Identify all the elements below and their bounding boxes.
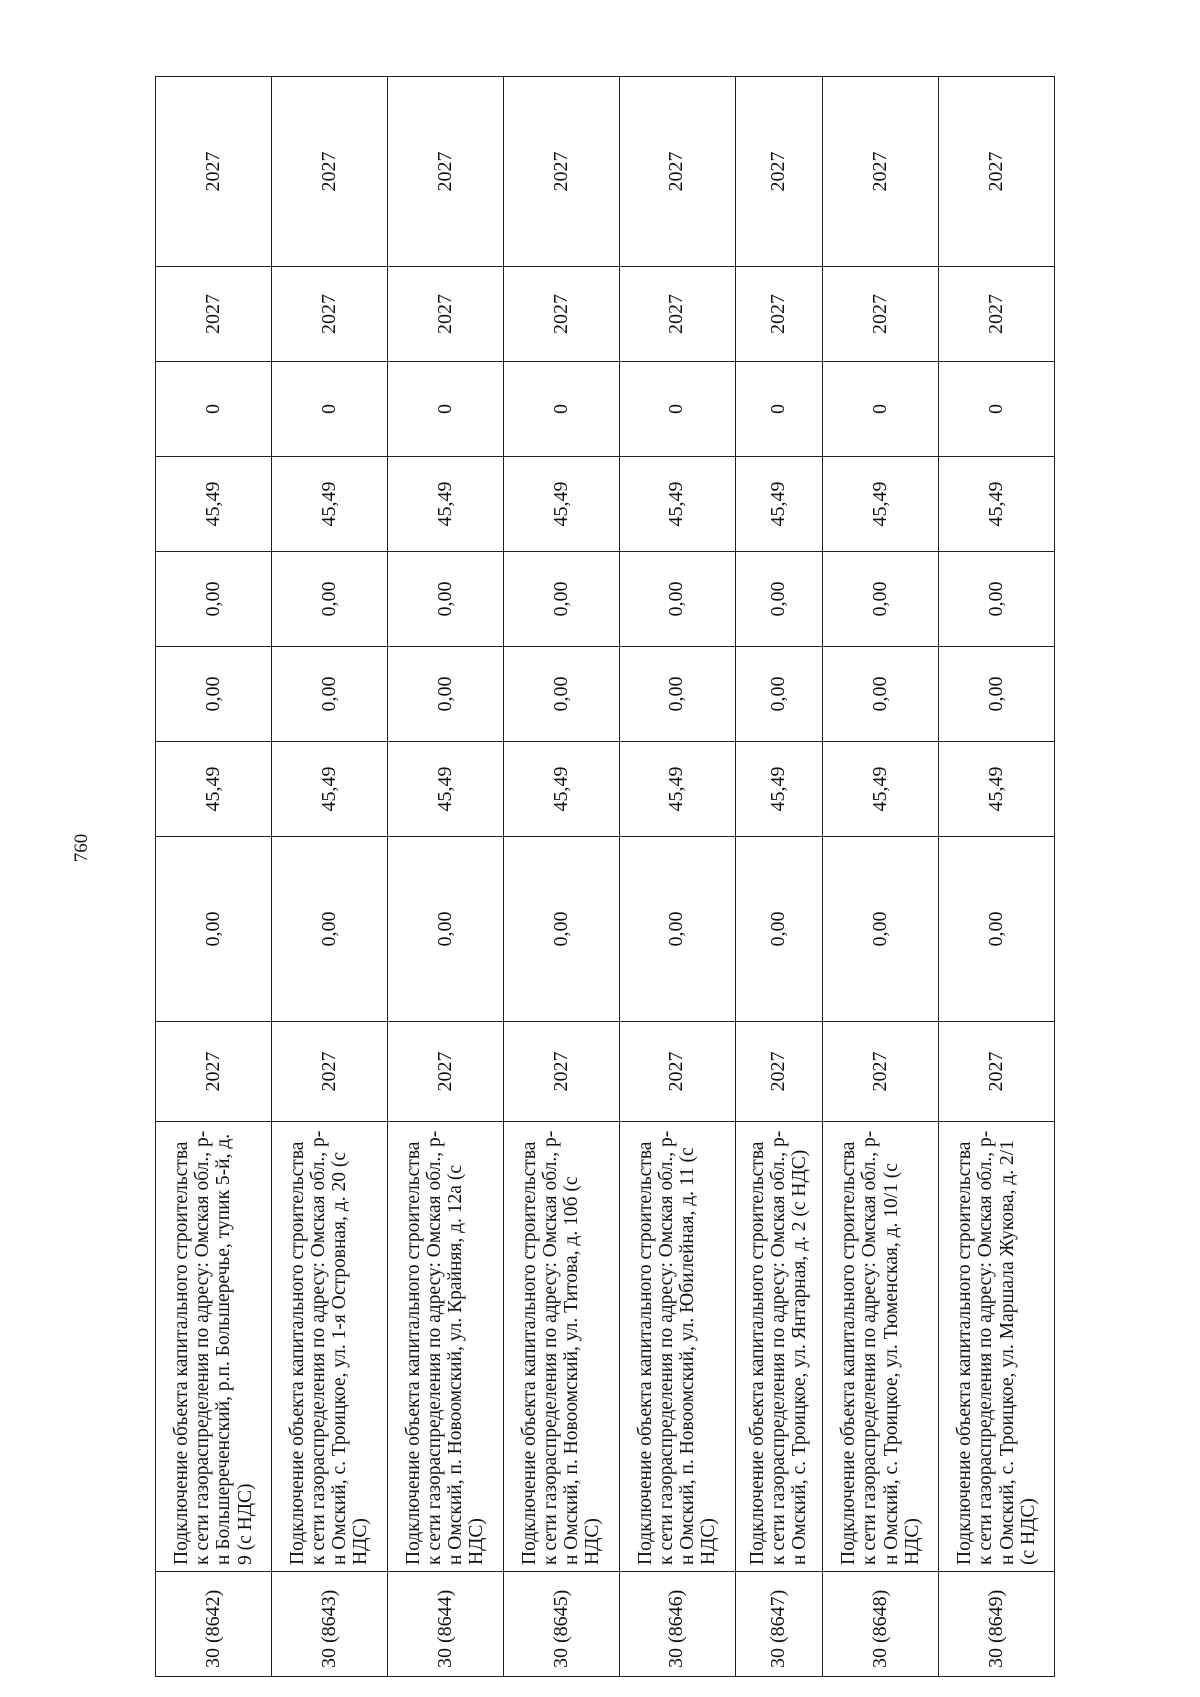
- row-value-6: 0: [619, 362, 735, 457]
- row-value-2: 45,49: [387, 742, 503, 837]
- row-value-4: 0,00: [939, 552, 1055, 647]
- row-value-6: 0: [156, 362, 272, 457]
- table-row: [271, 77, 387, 1677]
- row-year-start: 2027: [823, 267, 939, 362]
- row-value-1: 0,00: [387, 837, 503, 1022]
- row-id: 30 (8643): [271, 1572, 387, 1677]
- row-value-5: 45,49: [735, 457, 822, 552]
- row-value-5: 45,49: [503, 457, 619, 552]
- row-value-6: 0: [503, 362, 619, 457]
- row-value-3: 0,00: [939, 647, 1055, 742]
- row-year-end: 2027: [271, 77, 387, 267]
- row-value-6: 0: [735, 362, 822, 457]
- row-value-6: 0: [823, 362, 939, 457]
- row-year-start: 2027: [387, 267, 503, 362]
- row-id: 30 (8648): [823, 1572, 939, 1677]
- row-id: 30 (8644): [387, 1572, 503, 1677]
- row-value-6: 0: [271, 362, 387, 457]
- row-year-start: 2027: [156, 267, 272, 362]
- row-year: 2027: [939, 1022, 1055, 1122]
- row-description: Подключение объекта капитального строительства к сети газораспределения по адресу: Омская обл., р-н Омский, с. Троицкое, ул. 1-я Островная, д. 20 (с НДС): [271, 1122, 387, 1572]
- row-value-1: 0,00: [503, 837, 619, 1022]
- row-value-2: 45,49: [735, 742, 822, 837]
- row-value-1: 0,00: [271, 837, 387, 1022]
- row-year: 2027: [156, 1022, 272, 1122]
- row-year-end: 2027: [939, 77, 1055, 267]
- row-value-2: 45,49: [823, 742, 939, 837]
- row-value-2: 45,49: [271, 742, 387, 837]
- row-value-1: 0,00: [735, 837, 822, 1022]
- table-row: [156, 77, 272, 1677]
- row-year-start: 2027: [939, 267, 1055, 362]
- row-description: Подключение объекта капитального строительства к сети газораспределения по адресу: Омская обл., р-н Омский, с. Троицкое, ул. Янтарная, д. 2 (с НДС): [735, 1122, 822, 1572]
- row-value-2: 45,49: [156, 742, 272, 837]
- row-value-3: 0,00: [387, 647, 503, 742]
- row-value-4: 0,00: [271, 552, 387, 647]
- row-year-end: 2027: [619, 77, 735, 267]
- table-body: [156, 77, 1055, 1677]
- row-value-5: 45,49: [156, 457, 272, 552]
- row-description: Подключение объекта капитального строительства к сети газораспределения по адресу: Омская обл., р-н Омский, с. Троицкое, ул. Маршала Жукова, д. 2/1 (с НДС): [939, 1122, 1055, 1572]
- row-value-1: 0,00: [156, 837, 272, 1022]
- table-row: [503, 77, 619, 1677]
- row-value-4: 0,00: [823, 552, 939, 647]
- row-year-start: 2027: [271, 267, 387, 362]
- row-id: 30 (8649): [939, 1572, 1055, 1677]
- row-year-start: 2027: [503, 267, 619, 362]
- row-value-5: 45,49: [619, 457, 735, 552]
- row-id: 30 (8646): [619, 1572, 735, 1677]
- row-year-start: 2027: [735, 267, 822, 362]
- table-row: [939, 77, 1055, 1677]
- row-year: 2027: [823, 1022, 939, 1122]
- row-year-start: 2027: [619, 267, 735, 362]
- table-row: [823, 77, 939, 1677]
- row-value-6: 0: [387, 362, 503, 457]
- row-id: 30 (8647): [735, 1572, 822, 1677]
- row-value-4: 0,00: [735, 552, 822, 647]
- row-description: Подключение объекта капитального строительства к сети газораспределения по адресу: Омская обл., р-н Омский, с. Троицкое, ул. Тюменская, д. 10/1 (с НДС): [823, 1122, 939, 1572]
- row-value-6: 0: [939, 362, 1055, 457]
- row-value-2: 45,49: [619, 742, 735, 837]
- row-year: 2027: [503, 1022, 619, 1122]
- row-year-end: 2027: [503, 77, 619, 267]
- row-description: Подключение объекта капитального строительства к сети газораспределения по адресу: Омская обл., р-н Омский, п. Новоомский, ул. Крайняя, д. 12а (с НДС): [387, 1122, 503, 1572]
- row-value-2: 45,49: [503, 742, 619, 837]
- row-value-1: 0,00: [823, 837, 939, 1022]
- investment-table: [155, 77, 1055, 1677]
- row-value-4: 0,00: [619, 552, 735, 647]
- row-value-3: 0,00: [503, 647, 619, 742]
- row-id: 30 (8645): [503, 1572, 619, 1677]
- row-value-5: 45,49: [271, 457, 387, 552]
- row-description: Подключение объекта капитального строительства к сети газораспределения по адресу: Омская обл., р-н Большереченский, р.п. Большеречье, тупик 5-й, д. 9 (с НДС): [156, 1122, 272, 1572]
- row-value-2: 45,49: [939, 742, 1055, 837]
- row-value-3: 0,00: [823, 647, 939, 742]
- row-year: 2027: [619, 1022, 735, 1122]
- row-year-end: 2027: [387, 77, 503, 267]
- row-year-end: 2027: [823, 77, 939, 267]
- row-value-5: 45,49: [387, 457, 503, 552]
- row-year: 2027: [735, 1022, 822, 1122]
- table-row: [619, 77, 735, 1677]
- table-row: [735, 77, 822, 1677]
- row-year-end: 2027: [156, 77, 272, 267]
- row-year-end: 2027: [735, 77, 822, 267]
- row-value-4: 0,00: [387, 552, 503, 647]
- row-value-1: 0,00: [939, 837, 1055, 1022]
- row-value-4: 0,00: [156, 552, 272, 647]
- row-value-1: 0,00: [619, 837, 735, 1022]
- row-value-3: 0,00: [156, 647, 272, 742]
- row-value-5: 45,49: [823, 457, 939, 552]
- row-value-4: 0,00: [503, 552, 619, 647]
- row-value-3: 0,00: [619, 647, 735, 742]
- row-description: Подключение объекта капитального строительства к сети газораспределения по адресу: Омская обл., р-н Омский, п. Новоомский, ул. Юбилейная, д. 11 (с НДС): [619, 1122, 735, 1572]
- row-value-3: 0,00: [271, 647, 387, 742]
- row-description: Подключение объекта капитального строительства к сети газораспределения по адресу: Омская обл., р-н Омский, п. Новоомский, ул. Титова, д. 10б (с НДС): [503, 1122, 619, 1572]
- page-number: 760: [71, 833, 92, 863]
- row-year: 2027: [387, 1022, 503, 1122]
- row-value-3: 0,00: [735, 647, 822, 742]
- row-value-5: 45,49: [939, 457, 1055, 552]
- row-year: 2027: [271, 1022, 387, 1122]
- row-id: 30 (8642): [156, 1572, 272, 1677]
- table-row: [387, 77, 503, 1677]
